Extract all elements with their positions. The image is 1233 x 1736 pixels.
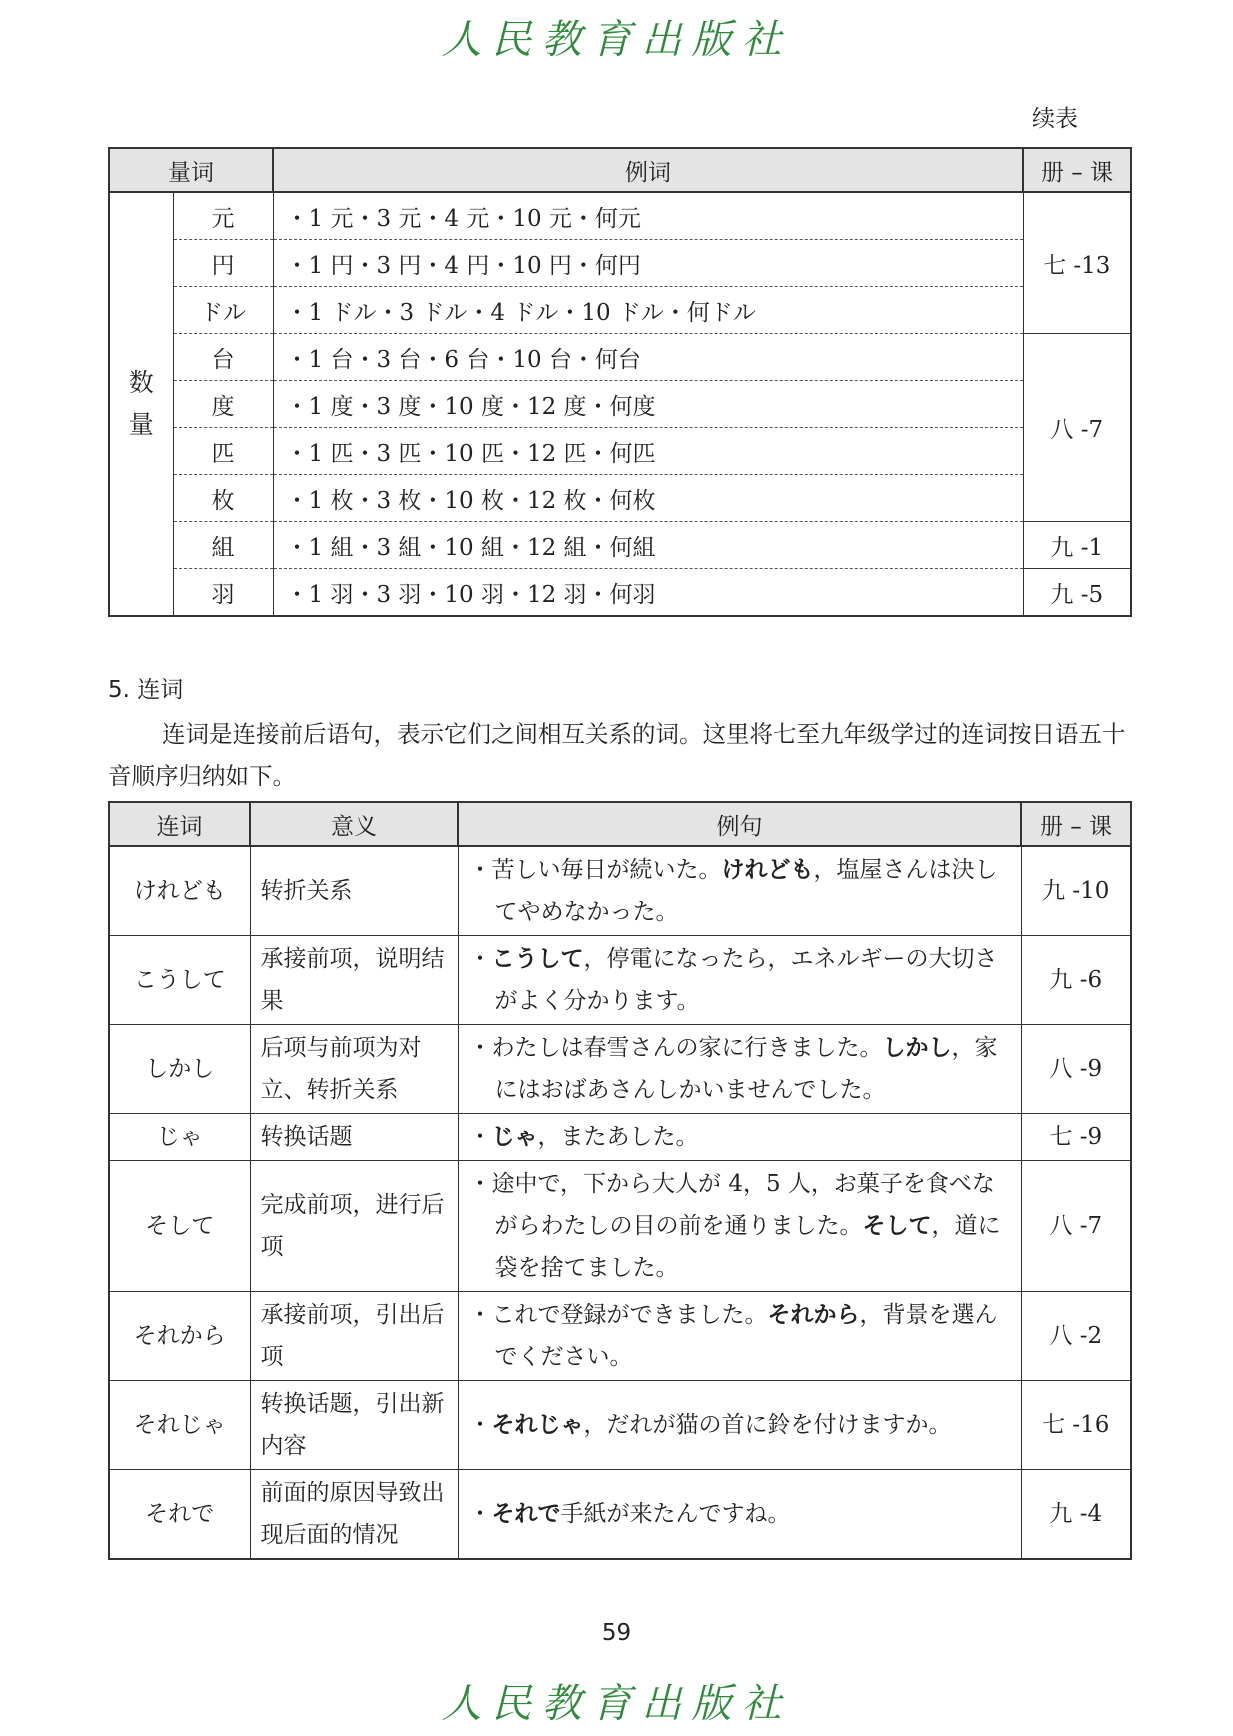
publisher-logo-top: 人民教育出版社	[441, 17, 792, 63]
unit-cell: ドル	[173, 287, 273, 334]
conjunction-table	[108, 801, 1132, 1560]
lesson-cell: 八 -2	[1021, 1292, 1131, 1381]
unit-cell: 匹	[173, 428, 273, 475]
conjunction-cell: じゃ	[109, 1114, 250, 1161]
example-sentence	[469, 1404, 1011, 1446]
lesson-cell: 八 -7	[1023, 334, 1131, 522]
meaning-cell: 前面的原因导致出现后面的情况	[250, 1470, 458, 1560]
example-sentence	[469, 1027, 1011, 1111]
table-row	[109, 475, 1131, 522]
table-row	[109, 287, 1131, 334]
conjunction-cell: そして	[109, 1161, 250, 1292]
conjunction-cell: それじゃ	[109, 1381, 250, 1470]
table-row	[109, 936, 1131, 1025]
header-volume-lesson: 册 – 课	[1021, 802, 1131, 846]
lesson-cell: 九 -4	[1021, 1470, 1131, 1560]
header-meaning: 意义	[250, 802, 458, 846]
table2-header-row	[109, 802, 1131, 846]
sentence-text: ，背景を選んでください。	[494, 1302, 998, 1370]
sentence-text: ・これで登録ができました。	[468, 1302, 768, 1328]
header-example-word: 例词	[273, 148, 1023, 192]
table-row	[109, 1114, 1131, 1161]
sentence-text: ，停電になったら，エネルギーの大切さがよく分かります。	[494, 946, 998, 1014]
example-sentence-cell	[458, 1161, 1021, 1292]
sentence-text: ・途中で，下から大人が 4，5 人，お菓子を食べながらわたしの目の前を通りました。	[468, 1171, 995, 1239]
sentence-text: ，だれが猫の首に鈴を付けますか。	[583, 1412, 952, 1438]
highlighted-conjunction: じゃ	[491, 1124, 538, 1150]
unit-cell: 枚	[173, 475, 273, 522]
page-number: 59	[601, 1620, 632, 1646]
table-row	[109, 522, 1131, 569]
unit-cell: 元	[173, 192, 273, 240]
unit-cell: 組	[173, 522, 273, 569]
section-paragraph: 连词是连接前后语句，表示它们之间相互关系的词。这里将七至九年级学过的连词按日语五十音顺序归纳如下。	[108, 720, 1126, 790]
header-volume-lesson: 册 – 课	[1023, 148, 1131, 192]
table-row	[109, 192, 1131, 240]
table-row	[109, 381, 1131, 428]
example-cell: ・1 円・3 円・4 円・10 円・何円	[273, 240, 1023, 287]
highlighted-conjunction: こうして	[491, 946, 584, 972]
highlighted-conjunction: しかし	[882, 1035, 952, 1061]
group-label-char-1: 数	[128, 368, 154, 397]
highlighted-conjunction: それから	[767, 1302, 860, 1328]
conjunction-cell: それで	[109, 1470, 250, 1560]
example-cell: ・1 枚・3 枚・10 枚・12 枚・何枚	[273, 475, 1023, 522]
example-sentence	[469, 1116, 1011, 1158]
table-row	[109, 240, 1131, 287]
sentence-text: ，塩屋さんは決してやめなかった。	[494, 857, 998, 925]
table-row	[109, 569, 1131, 617]
sentence-text: ・	[468, 1124, 492, 1150]
lesson-cell: 七 -13	[1023, 192, 1131, 334]
example-sentence	[469, 1294, 1011, 1378]
table-row	[109, 334, 1131, 381]
example-sentence-cell	[458, 1292, 1021, 1381]
meaning-cell: 转折关系	[250, 846, 458, 936]
table-row	[109, 1025, 1131, 1114]
table1-header-row	[109, 148, 1131, 192]
lesson-cell: 七 -9	[1021, 1114, 1131, 1161]
unit-cell: 円	[173, 240, 273, 287]
sentence-text: ・	[468, 1501, 492, 1527]
example-sentence-cell	[458, 1470, 1021, 1560]
table-row	[109, 428, 1131, 475]
example-sentence	[469, 1163, 1011, 1289]
measure-word-table	[108, 147, 1132, 617]
example-cell: ・1 元・3 元・4 元・10 元・何元	[273, 192, 1023, 240]
example-cell: ・1 羽・3 羽・10 羽・12 羽・何羽	[273, 569, 1023, 617]
group-label-char-2: 量	[128, 410, 154, 439]
lesson-cell: 九 -6	[1021, 936, 1131, 1025]
sentence-text: ・わたしは春雪さんの家に行きました。	[468, 1035, 883, 1061]
example-sentence	[469, 938, 1011, 1022]
header-conjunction: 连词	[109, 802, 250, 846]
meaning-cell: 转换话题	[250, 1114, 458, 1161]
sentence-text: ・	[468, 946, 492, 972]
highlighted-conjunction: けれども	[721, 857, 814, 883]
highlighted-conjunction: それじゃ	[491, 1412, 584, 1438]
example-cell: ・1 度・3 度・10 度・12 度・何度	[273, 381, 1023, 428]
meaning-cell: 承接前项，引出后项	[250, 1292, 458, 1381]
unit-cell: 羽	[173, 569, 273, 617]
group-label-quantity	[109, 192, 173, 616]
conjunction-cell: こうして	[109, 936, 250, 1025]
header-measure-word: 量词	[109, 148, 273, 192]
example-sentence	[469, 849, 1011, 933]
sentence-text: ・	[468, 1412, 492, 1438]
sentence-text: 手紙が来たんですね。	[560, 1501, 791, 1527]
example-sentence-cell	[458, 1381, 1021, 1470]
sentence-text: ，道に袋を捨てました。	[494, 1213, 1001, 1281]
table-row	[109, 1381, 1131, 1470]
lesson-cell: 九 -5	[1023, 569, 1131, 617]
example-cell: ・1 匹・3 匹・10 匹・12 匹・何匹	[273, 428, 1023, 475]
conjunction-cell: しかし	[109, 1025, 250, 1114]
meaning-cell: 后项与前项为对立、转折关系	[250, 1025, 458, 1114]
lesson-cell: 九 -1	[1023, 522, 1131, 569]
continued-label: 续表	[1032, 106, 1078, 132]
example-sentence-cell	[458, 936, 1021, 1025]
example-sentence-cell	[458, 846, 1021, 936]
highlighted-conjunction: そして	[862, 1213, 932, 1239]
lesson-cell: 七 -16	[1021, 1381, 1131, 1470]
example-cell: ・1 組・3 組・10 組・12 組・何組	[273, 522, 1023, 569]
lesson-cell: 九 -10	[1021, 846, 1131, 936]
example-sentence-cell	[458, 1114, 1021, 1161]
lesson-cell: 八 -9	[1021, 1025, 1131, 1114]
example-cell: ・1 ドル・3 ドル・4 ドル・10 ドル・何ドル	[273, 287, 1023, 334]
unit-cell: 台	[173, 334, 273, 381]
unit-cell: 度	[173, 381, 273, 428]
table-row	[109, 846, 1131, 936]
example-sentence-cell	[458, 1025, 1021, 1114]
example-sentence	[469, 1493, 1011, 1535]
meaning-cell: 完成前项，进行后项	[250, 1161, 458, 1292]
sentence-text: ・苦しい毎日が続いた。	[468, 857, 722, 883]
lesson-cell: 八 -7	[1021, 1161, 1131, 1292]
table-row	[109, 1292, 1131, 1381]
header-example-sentence: 例句	[458, 802, 1021, 846]
table-row	[109, 1470, 1131, 1560]
sentence-text: ，またあした。	[537, 1124, 699, 1150]
example-cell: ・1 台・3 台・6 台・10 台・何台	[273, 334, 1023, 381]
conjunction-cell: けれども	[109, 846, 250, 936]
meaning-cell: 承接前项，说明结果	[250, 936, 458, 1025]
table-row	[109, 1161, 1131, 1292]
sentence-text: ，家にはおばあさんしかいませんでした。	[494, 1035, 998, 1103]
meaning-cell: 转换话题，引出新内容	[250, 1381, 458, 1470]
publisher-logo-bottom: 人民教育出版社	[441, 1681, 792, 1727]
highlighted-conjunction: それで	[491, 1501, 561, 1527]
conjunction-cell: それから	[109, 1292, 250, 1381]
section-title: 5. 连词	[108, 677, 184, 703]
